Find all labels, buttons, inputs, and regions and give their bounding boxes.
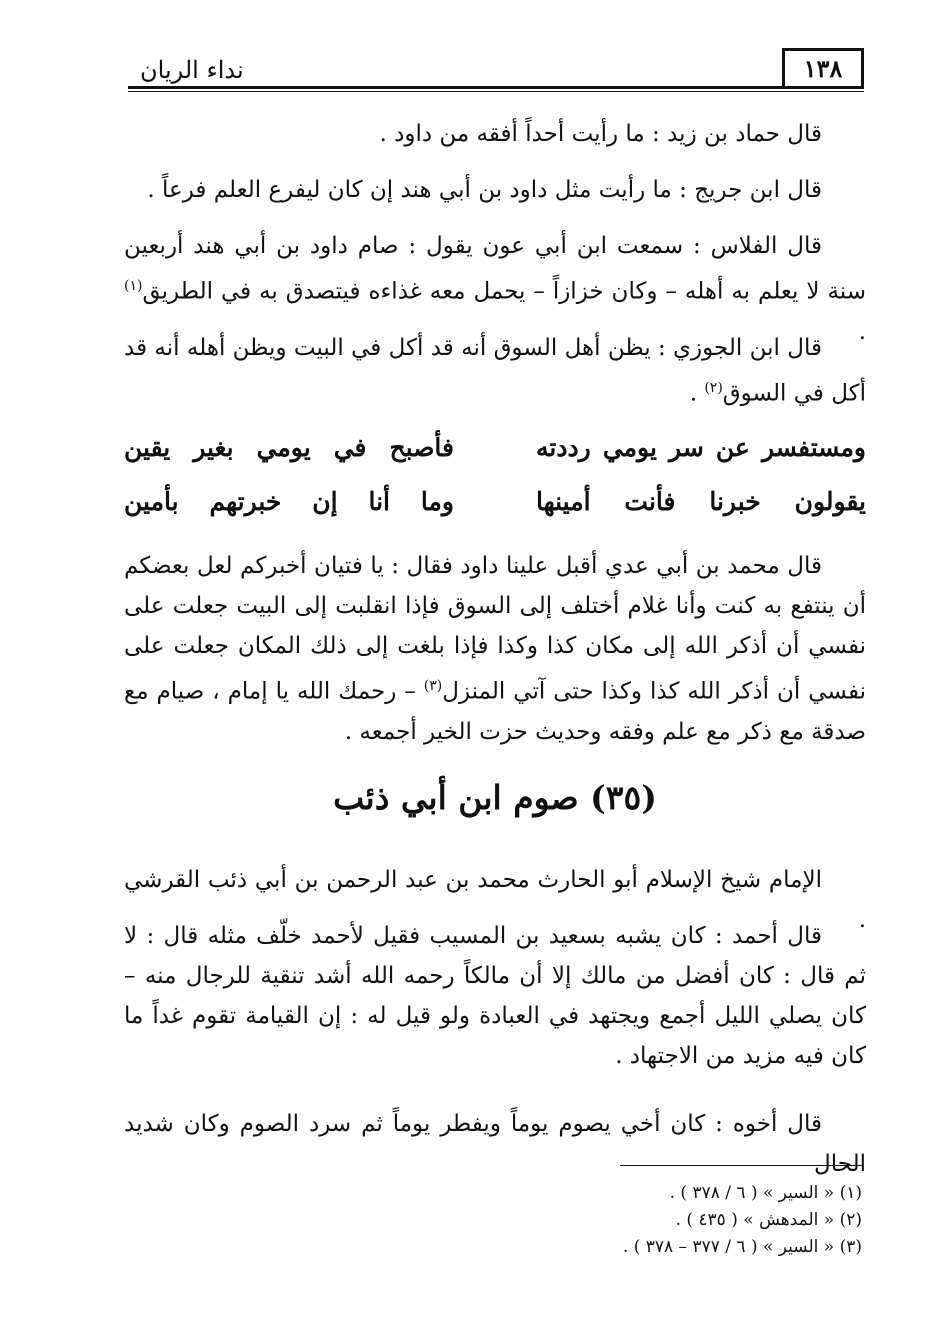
paragraph-imam-intro: الإمام شيخ الإسلام أبو الحارث محمد بن عبد الرحمن بن أبي ذئب القرشي . xyxy=(124,867,866,933)
footnotes xyxy=(500,1180,862,1261)
paragraph-text: قال ابن الجوزي : يظن أهل السوق أنه قد أكل في البيت ويظن أهله أنه قد أكل في السوق xyxy=(124,335,866,407)
footnote: (٣) « السير » ( ٦ / ٣٧٧ – ٣٧٨ ) . xyxy=(622,1237,862,1257)
footnote-separator xyxy=(620,1165,862,1166)
paragraph-ahmad: قال أحمد : كان يشبه بسعيد بن المسيب فقيل لأحمد خلّف مثله قال : لا ثم قال : كان أفضل من مالك إلا أن مالكاً رحمه الله أشد تنقية للرجال منه – كان يصلي الليل أجمع ويجتهد في العبادة ولو قيل له : إن القيامة تقوم غداً ما كان فيه مزيد من الاجتهاد . xyxy=(124,923,866,1069)
page-number: ١٣٨ xyxy=(782,48,864,86)
hemistich-right: ومستفسر عن سر يومي رددته xyxy=(536,433,866,462)
hemistich-right: يقولون خبرنا فأنت أمينها xyxy=(536,487,866,516)
poem-verse xyxy=(124,428,866,476)
footnote: (١) « السير » ( ٦ / ٣٧٨ ) . xyxy=(669,1183,862,1203)
paragraph-end: – رحمك الله يا إمام ، صيام مع صدقة مع ذكر مع علم وفقه وحديث حزت الخير أجمعه . xyxy=(124,678,866,745)
footnote: (٢) « المدهش » ( ٤٣٥ ) . xyxy=(675,1210,862,1230)
paragraph-text: قال محمد بن أبي عدي أقبل علينا داود فقال : يا فتيان أخبركم لعل بعضكم أن ينتفع به كنت وأنا غلام أختلف إلى السوق فإذا انقلبت إلى البيت جعلت على نفسي أن أذكر الله إلى مكان كذا وكذا فإذا بلغت إلى ذلك المكان جعلت على نفسي أن أذكر الله كذا وكذا حتى آتي المنزل xyxy=(124,553,866,705)
running-title: نداء الريان xyxy=(140,56,244,84)
footnote-ref: (٣) xyxy=(423,678,443,694)
paragraph-text: قال الفلاس : سمعت ابن أبي عون يقول : صام داود بن أبي هند أربعين سنة لا يعلم به أهله – وكان خزازاً – يحمل معه غذاءه فيتصدق به في الطريق xyxy=(124,233,866,305)
page-header xyxy=(128,48,864,92)
paragraph-hammad: قال حماد بن زيد : ما رأيت أحداً أفقه من داود . xyxy=(379,121,822,147)
paragraph-ibn-abi-adi xyxy=(124,546,866,752)
paragraph-ibn-jurayj: قال ابن جريج : ما رأيت مثل داود بن أبي هند إن كان ليفرع العلم فرعاً . xyxy=(147,177,822,203)
paragraph-ibn-jawzi xyxy=(124,328,866,414)
paragraph-end: . xyxy=(858,318,866,345)
poem-verse xyxy=(124,482,866,530)
poem xyxy=(124,428,866,530)
paragraph-brother: قال أخوه : كان أخي يصوم يوماً ويفطر يوماً ثم سرد الصوم وكان شديد الحال xyxy=(124,1111,866,1177)
paragraph-end: . xyxy=(689,380,705,407)
footnote-ref: (٢) xyxy=(704,380,723,396)
hemistich-left: وما أنا إن خبرتهم بأمين xyxy=(124,487,454,516)
hemistich-left: فأصبح في يومي بغير يقين xyxy=(124,433,454,462)
section-title: (٣٥) صوم ابن أبي ذئب xyxy=(333,778,657,817)
footnote-ref: (١) xyxy=(124,278,143,294)
header-rule xyxy=(128,86,864,92)
